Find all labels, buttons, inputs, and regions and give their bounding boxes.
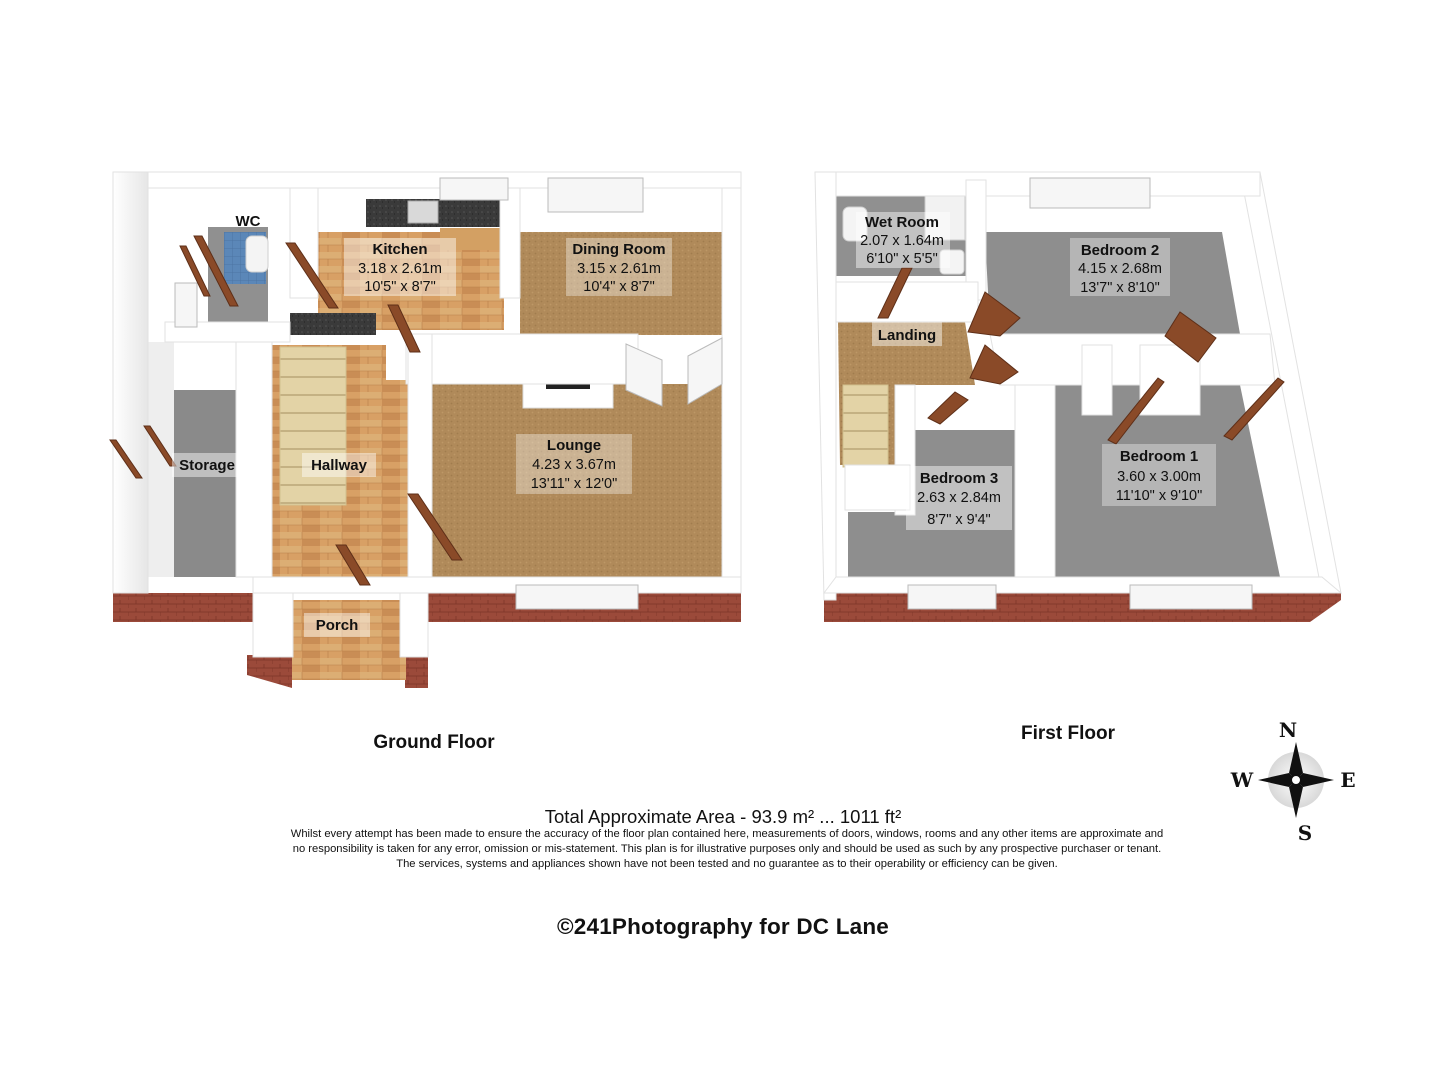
- kitchen-imperial: 10'5" x 8'7": [364, 279, 436, 295]
- porch-brick-base-right: [405, 655, 428, 688]
- bedroom-2-metric: 4.15 x 2.68m: [1078, 261, 1162, 277]
- photography-credit: ©241Photography for DC Lane: [556, 914, 890, 939]
- lounge-imperial: 13'11" x 12'0": [530, 476, 618, 492]
- bedroom-3-imperial: 8'7" x 9'4": [927, 512, 991, 528]
- compass-w: W: [1230, 768, 1254, 792]
- storage-floor: [174, 390, 236, 577]
- wet-room-metric: 2.07 x 1.64m: [860, 233, 944, 249]
- disclaimer: [0, 827, 1454, 872]
- kitchen-label: Kitchen: [372, 241, 428, 258]
- bedroom-3-label: Bedroom 3: [919, 470, 999, 487]
- lounge-label: Lounge: [546, 437, 602, 454]
- wc-toilet: [246, 236, 268, 272]
- bedroom-1-label: Bedroom 1: [1119, 448, 1199, 465]
- porch-brick-base: [247, 655, 292, 688]
- total-area: Total Approximate Area - 93.9 m² ... 1011 ft²: [544, 806, 902, 827]
- compass-center: [1291, 775, 1301, 785]
- bedroom-2-label: Bedroom 2: [1080, 242, 1160, 259]
- kitchen-island-worktop: [290, 313, 376, 335]
- porch-floor: [292, 600, 406, 680]
- kitchen-metric: 3.18 x 2.61m: [358, 261, 442, 277]
- wet-room-label: Wet Room: [865, 214, 939, 231]
- landing-staircase: [843, 385, 888, 467]
- compass-s: S: [1297, 821, 1313, 845]
- disclaimer-line-3: The services, systems and appliances shown have not been tested and no guarantee as to their operability or efficiency can be given.: [396, 858, 1058, 870]
- bedroom-1-metric: 3.60 x 3.00m: [1117, 469, 1201, 485]
- compass-e: E: [1340, 768, 1356, 792]
- dining-room-metric: 3.15 x 2.61m: [577, 261, 661, 277]
- dining-room-imperial: 10'4" x 8'7": [583, 279, 655, 295]
- ground-floor-title: Ground Floor: [373, 732, 495, 753]
- storage-label: Storage: [179, 457, 235, 474]
- first-floor-brick-base: [824, 593, 1341, 622]
- bedroom-1-imperial: 11'10" x 9'10": [1115, 488, 1203, 504]
- lounge-metric: 4.23 x 3.67m: [532, 457, 616, 473]
- bedroom-3-metric: 2.63 x 2.84m: [917, 490, 1001, 506]
- hallway-label: Hallway: [311, 457, 367, 474]
- kitchen-sink: [408, 201, 438, 223]
- dining-room-label: Dining Room: [572, 241, 666, 258]
- wet-room-imperial: 6'10" x 5'5": [866, 251, 938, 267]
- wc-label: WC: [235, 213, 261, 230]
- disclaimer-line-1: Whilst every attempt has been made to ensure the accuracy of the floor plan contained here, measurements of doors, windows, rooms and any other items are approximate and: [290, 828, 1164, 840]
- first-floor-title: First Floor: [1021, 723, 1115, 744]
- porch-label: Porch: [315, 617, 359, 634]
- hallway-staircase: [280, 347, 346, 505]
- landing-label: Landing: [877, 327, 937, 344]
- disclaimer-line-2: no responsibility is taken for any error, omission or mis-statement. This plan is for illustrative purposes only and should be used as such by any prospective purchaser or tenant.: [292, 843, 1162, 855]
- compass-n: N: [1278, 718, 1298, 742]
- bedroom-2-imperial: 13'7" x 8'10": [1080, 280, 1160, 296]
